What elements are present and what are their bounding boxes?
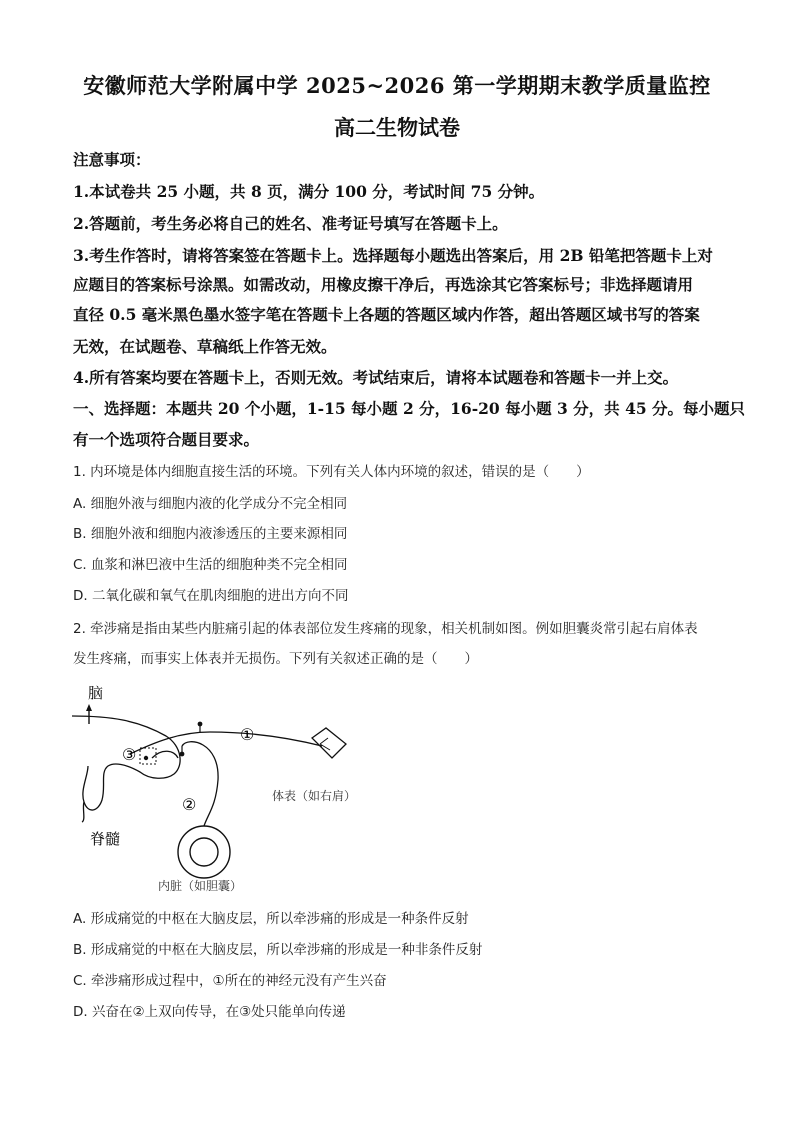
question-2-option-d: D. 兴奋在②上双向传导，在③处只能单向传递 xyxy=(73,1004,346,1020)
note-line: 3.考生作答时，请将答案签在答题卡上。选择题每小题选出答案后，用 2B 铅笔把答题卡上对 xyxy=(73,246,713,265)
exam-subtitle: 高二生物试卷 xyxy=(334,115,460,140)
question-2-option-a: A. 形成痛觉的中枢在大脑皮层，所以牵涉痛的形成是一种条件反射 xyxy=(73,911,469,927)
notes-heading: 注意事项： xyxy=(73,150,151,169)
note-line: 无效，在试题卷、草稿纸上作答无效。 xyxy=(73,337,337,356)
question-1-stem: 1. 内环境是体内细胞直接生活的环境。下列有关人体内环境的叙述，错误的是（ ） xyxy=(73,464,590,480)
section-heading: 一、选择题：本题共 20 个小题，1-15 每小题 2 分，16-20 每小题 3 分，共 45 分。每小题只 xyxy=(73,399,746,418)
exam-title: 安徽师范大学附属中学 2025~2026 第一学期期末教学质量监控 xyxy=(83,73,711,98)
question-2-option-c: C. 牵涉痛形成过程中，①所在的神经元没有产生兴奋 xyxy=(73,973,387,989)
neuron-1-fiber xyxy=(130,732,322,754)
question-1-option-c: C. 血浆和淋巴液中生活的细胞种类不完全相同 xyxy=(73,557,348,573)
section-heading-cont: 有一个选项符合题目要求。 xyxy=(73,430,260,449)
question-2-option-b: B. 形成痛觉的中枢在大脑皮层，所以牵涉痛的形成是一种非条件反射 xyxy=(73,942,483,958)
note-line: 4.所有答案均要在答题卡上，否则无效。考试结束后，请将本试题卷和答题卡一并上交。 xyxy=(73,368,679,387)
organ-label: 内脏（如胆囊） xyxy=(158,879,243,893)
brain-label: 脑 xyxy=(88,684,104,702)
question-1-option-d: D. 二氧化碳和氧气在肌肉细胞的进出方向不同 xyxy=(73,588,349,604)
skin-label: 体表（如右肩） xyxy=(272,789,357,803)
question-1-option-a: A. 细胞外液与细胞内液的化学成分不完全相同 xyxy=(73,496,348,512)
referred-pain-diagram xyxy=(70,676,370,896)
note-line: 直径 0.5 毫米黑色墨水签字笔在答题卡上各题的答题区域内作答，超出答题区域书写的答案 xyxy=(73,305,700,324)
question-2-stem: 2. 牵涉痛是指由某些内脏痛引起的体表部位发生疼痛的现象，相关机制如图。例如胆囊炎常引起右肩体表 xyxy=(73,621,698,637)
note-line: 1.本试卷共 25 小题，共 8 页，满分 100 分，考试时间 75 分钟。 xyxy=(73,182,545,201)
label-2: ② xyxy=(182,795,197,814)
label-3: ③ xyxy=(122,745,137,764)
note-line: 2.答题前，考生务必将自己的姓名、准考证号填写在答题卡上。 xyxy=(73,214,508,233)
note-line: 应题目的答案标号涂黑。如需改动，用橡皮擦干净后，再选涂其它答案标号；非选择题请用 xyxy=(73,275,694,294)
organ-inner xyxy=(190,838,218,866)
spinal-cord-label: 脊髓 xyxy=(90,830,121,848)
question-2-stem-cont: 发生疼痛，而事实上体表并无损伤。下列有关叙述正确的是（ ） xyxy=(73,651,478,667)
skin-receptor xyxy=(312,728,346,758)
label-1: ① xyxy=(240,725,255,744)
question-1-option-b: B. 细胞外液和细胞内液渗透压的主要来源相同 xyxy=(73,526,348,542)
organ-outer xyxy=(178,826,230,878)
